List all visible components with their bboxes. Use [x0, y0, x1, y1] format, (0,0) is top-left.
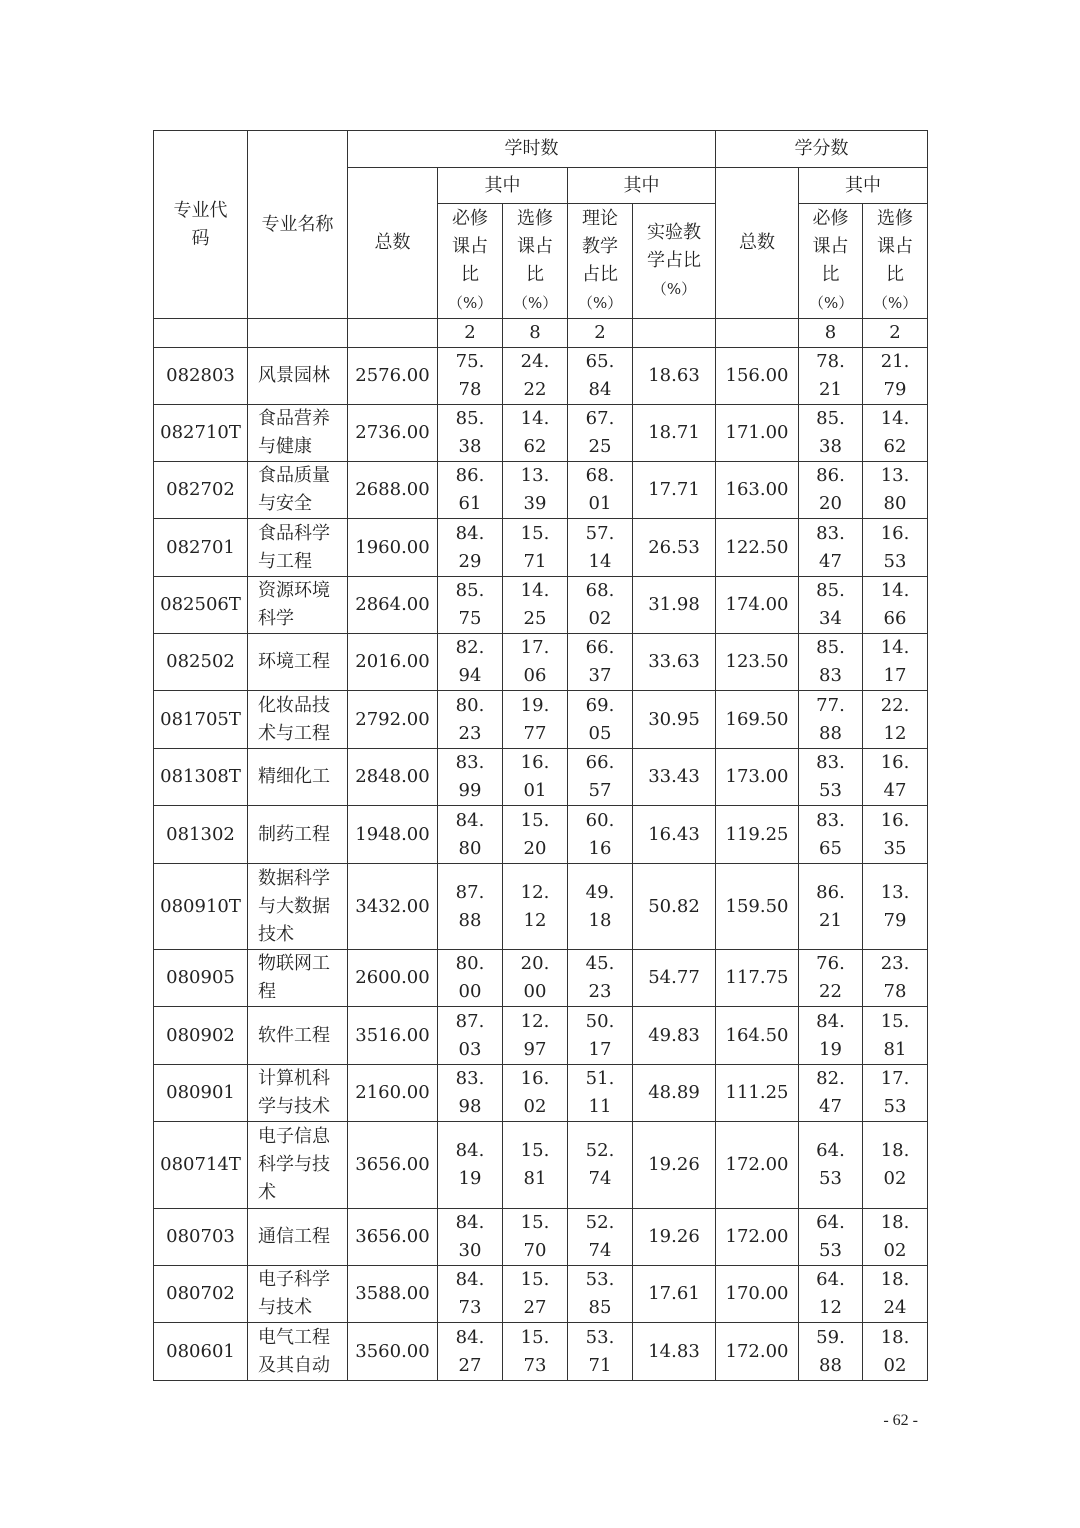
hours-required-cell: 84.19: [438, 1122, 503, 1209]
hours-elective-cell: 15.73: [503, 1323, 568, 1381]
table-row: [154, 864, 928, 950]
code-cell: 080910T: [154, 864, 248, 950]
name-cell: 电子信息科学与技术: [248, 1122, 348, 1209]
hours-elective-cell: 15.70: [503, 1209, 568, 1266]
hours-required-cell: 83.99: [438, 749, 503, 806]
header-hours-required-ratio: 必修课占比 （%）: [438, 204, 503, 319]
theory-ratio-cell: 65.84: [568, 348, 633, 405]
hours-required-cell: 87.88: [438, 864, 503, 950]
credits-total-cell: 171.00: [716, 405, 799, 462]
credits-total-cell: 174.00: [716, 577, 799, 634]
table-row: [154, 1122, 928, 1209]
table-row: [154, 519, 928, 577]
hours-required-cell: 83.98: [438, 1065, 503, 1122]
credits-required-cell: 64.53: [799, 1209, 863, 1266]
table-row: [154, 462, 928, 519]
theory-ratio-cell: 57.14: [568, 519, 633, 577]
credits-elective-cell: 23.78: [863, 950, 928, 1007]
code-cell: 082502: [154, 634, 248, 691]
hours-total-cell: 3656.00: [348, 1122, 438, 1209]
hours-total-cell: 3432.00: [348, 864, 438, 950]
hours-required-cell: 84.30: [438, 1209, 503, 1266]
code-cell: 080901: [154, 1065, 248, 1122]
theory-ratio-cell: 60.16: [568, 806, 633, 864]
hours-elective-cell: 12.12: [503, 864, 568, 950]
header-credits-of-which: 其中: [799, 168, 928, 204]
credits-total-cell: 172.00: [716, 1323, 799, 1381]
lab-ratio-cell: 48.89: [633, 1065, 716, 1122]
credits-total-cell: 170.00: [716, 1266, 799, 1323]
header-hours-of-which-1: 其中: [438, 168, 568, 204]
theory-ratio-cell: 50.17: [568, 1007, 633, 1065]
hours-elective-cell: 12.97: [503, 1007, 568, 1065]
name-cell: 计算机科学与技术: [248, 1065, 348, 1122]
code-cell: 081302: [154, 806, 248, 864]
theory-ratio-cell: 68.02: [568, 577, 633, 634]
name-cell: 物联网工程: [248, 950, 348, 1007]
hours-total-cell: 2736.00: [348, 405, 438, 462]
overflow-digit-cell: 2: [438, 319, 503, 348]
overflow-digit-cell: [248, 319, 348, 348]
hours-required-cell: 75.78: [438, 348, 503, 405]
hours-elective-cell: 19.77: [503, 691, 568, 749]
credits-total-cell: 117.75: [716, 950, 799, 1007]
credits-required-cell: 86.20: [799, 462, 863, 519]
lab-ratio-cell: 14.83: [633, 1323, 716, 1381]
hours-total-cell: 3516.00: [348, 1007, 438, 1065]
credits-required-cell: 84.19: [799, 1007, 863, 1065]
hours-total-cell: 3656.00: [348, 1209, 438, 1266]
hours-elective-cell: 15.71: [503, 519, 568, 577]
credits-required-cell: 85.83: [799, 634, 863, 691]
name-cell: 化妆品技术与工程: [248, 691, 348, 749]
lab-ratio-cell: 31.98: [633, 577, 716, 634]
credits-required-cell: 83.53: [799, 749, 863, 806]
lab-ratio-cell: 50.82: [633, 864, 716, 950]
table-row: [154, 1209, 928, 1266]
credits-elective-cell: 16.35: [863, 806, 928, 864]
header-name: 专业名称: [248, 131, 348, 319]
table-row: [154, 1266, 928, 1323]
theory-ratio-cell: 53.71: [568, 1323, 633, 1381]
theory-ratio-cell: 49.18: [568, 864, 633, 950]
table-row: [154, 1065, 928, 1122]
lab-ratio-cell: 26.53: [633, 519, 716, 577]
hours-required-cell: 84.27: [438, 1323, 503, 1381]
credits-elective-cell: 21.79: [863, 348, 928, 405]
hours-elective-cell: 15.81: [503, 1122, 568, 1209]
name-cell: 食品营养与健康: [248, 405, 348, 462]
credits-required-cell: 78.21: [799, 348, 863, 405]
lab-ratio-cell: 17.61: [633, 1266, 716, 1323]
theory-ratio-cell: 51.11: [568, 1065, 633, 1122]
header-credits-total: 总数: [716, 168, 799, 319]
hours-required-cell: 87.03: [438, 1007, 503, 1065]
hours-total-cell: 1960.00: [348, 519, 438, 577]
credits-elective-cell: 13.79: [863, 864, 928, 950]
credits-required-cell: 64.12: [799, 1266, 863, 1323]
page-number: - 62 -: [883, 1412, 918, 1429]
overflow-digit-cell: 8: [799, 319, 863, 348]
credits-required-cell: 77.88: [799, 691, 863, 749]
table-row: [154, 691, 928, 749]
header-credits-required-ratio: 必修课占比 （%）: [799, 204, 863, 319]
table-row: [154, 950, 928, 1007]
code-cell: 080703: [154, 1209, 248, 1266]
credits-elective-cell: 15.81: [863, 1007, 928, 1065]
name-cell: 电子科学与技术: [248, 1266, 348, 1323]
table-row: [154, 577, 928, 634]
hours-elective-cell: 15.20: [503, 806, 568, 864]
credits-total-cell: 173.00: [716, 749, 799, 806]
credits-required-cell: 64.53: [799, 1122, 863, 1209]
name-cell: 数据科学与大数据技术: [248, 864, 348, 950]
theory-ratio-cell: 67.25: [568, 405, 633, 462]
overflow-digit-cell: [348, 319, 438, 348]
lab-ratio-cell: 54.77: [633, 950, 716, 1007]
credits-elective-cell: 18.24: [863, 1266, 928, 1323]
name-cell: 电气工程及其自动: [248, 1323, 348, 1381]
lab-ratio-cell: 30.95: [633, 691, 716, 749]
hours-elective-cell: 16.02: [503, 1065, 568, 1122]
credits-elective-cell: 14.66: [863, 577, 928, 634]
code-cell: 082506T: [154, 577, 248, 634]
name-cell: 制药工程: [248, 806, 348, 864]
credits-total-cell: 111.25: [716, 1065, 799, 1122]
credits-elective-cell: 13.80: [863, 462, 928, 519]
code-cell: 082702: [154, 462, 248, 519]
hours-required-cell: 84.80: [438, 806, 503, 864]
header-code: 专业代码: [154, 131, 248, 319]
credits-total-cell: 172.00: [716, 1209, 799, 1266]
hours-elective-cell: 13.39: [503, 462, 568, 519]
hours-required-cell: 84.29: [438, 519, 503, 577]
credits-total-cell: 156.00: [716, 348, 799, 405]
lab-ratio-cell: 17.71: [633, 462, 716, 519]
credits-required-cell: 86.21: [799, 864, 863, 950]
table-row: [154, 806, 928, 864]
table-row: [154, 1007, 928, 1065]
credits-total-cell: 169.50: [716, 691, 799, 749]
hours-total-cell: 2688.00: [348, 462, 438, 519]
lab-ratio-cell: 19.26: [633, 1122, 716, 1209]
credits-elective-cell: 18.02: [863, 1209, 928, 1266]
credits-required-cell: 83.47: [799, 519, 863, 577]
code-cell: 080702: [154, 1266, 248, 1323]
table-row: [154, 1323, 928, 1381]
lab-ratio-cell: 16.43: [633, 806, 716, 864]
code-cell: 080601: [154, 1323, 248, 1381]
code-cell: 080902: [154, 1007, 248, 1065]
credits-total-cell: 172.00: [716, 1122, 799, 1209]
theory-ratio-cell: 52.74: [568, 1209, 633, 1266]
hours-total-cell: 2792.00: [348, 691, 438, 749]
code-cell: 080905: [154, 950, 248, 1007]
hours-required-cell: 80.00: [438, 950, 503, 1007]
hours-required-cell: 85.38: [438, 405, 503, 462]
lab-ratio-cell: 19.26: [633, 1209, 716, 1266]
credits-required-cell: 76.22: [799, 950, 863, 1007]
lab-ratio-cell: 49.83: [633, 1007, 716, 1065]
theory-ratio-cell: 52.74: [568, 1122, 633, 1209]
hours-required-cell: 80.23: [438, 691, 503, 749]
curriculum-table: [153, 130, 928, 1381]
hours-total-cell: 2600.00: [348, 950, 438, 1007]
hours-required-cell: 86.61: [438, 462, 503, 519]
hours-elective-cell: 14.25: [503, 577, 568, 634]
hours-required-cell: 84.73: [438, 1266, 503, 1323]
hours-elective-cell: 24.22: [503, 348, 568, 405]
theory-ratio-cell: 68.01: [568, 462, 633, 519]
hours-total-cell: 2160.00: [348, 1065, 438, 1122]
hours-total-cell: 2848.00: [348, 749, 438, 806]
credits-required-cell: 83.65: [799, 806, 863, 864]
credits-required-cell: 59.88: [799, 1323, 863, 1381]
hours-total-cell: 2016.00: [348, 634, 438, 691]
hours-required-cell: 82.94: [438, 634, 503, 691]
header-hours-group: 学时数: [348, 131, 716, 168]
name-cell: 风景园林: [248, 348, 348, 405]
hours-elective-cell: 17.06: [503, 634, 568, 691]
table-row: [154, 634, 928, 691]
theory-ratio-cell: 69.05: [568, 691, 633, 749]
name-cell: 精细化工: [248, 749, 348, 806]
credits-total-cell: 122.50: [716, 519, 799, 577]
code-cell: 082803: [154, 348, 248, 405]
name-cell: 环境工程: [248, 634, 348, 691]
lab-ratio-cell: 33.63: [633, 634, 716, 691]
hours-elective-cell: 16.01: [503, 749, 568, 806]
hours-total-cell: 2864.00: [348, 577, 438, 634]
name-cell: 通信工程: [248, 1209, 348, 1266]
code-cell: 080714T: [154, 1122, 248, 1209]
code-cell: 082701: [154, 519, 248, 577]
hours-elective-cell: 15.27: [503, 1266, 568, 1323]
table-body: [154, 348, 928, 1381]
overflow-digit-row: [154, 319, 928, 348]
credits-elective-cell: 14.62: [863, 405, 928, 462]
header-hours-total: 总数: [348, 168, 438, 319]
header-hours-elective-ratio: 选修课占比 （%）: [503, 204, 568, 319]
credits-elective-cell: 17.53: [863, 1065, 928, 1122]
table-row: [154, 405, 928, 462]
overflow-digit-cell: [716, 319, 799, 348]
theory-ratio-cell: 66.57: [568, 749, 633, 806]
hours-total-cell: 3588.00: [348, 1266, 438, 1323]
overflow-digit-cell: 2: [568, 319, 633, 348]
credits-total-cell: 163.00: [716, 462, 799, 519]
hours-elective-cell: 20.00: [503, 950, 568, 1007]
credits-elective-cell: 14.17: [863, 634, 928, 691]
hours-total-cell: 1948.00: [348, 806, 438, 864]
code-cell: 082710T: [154, 405, 248, 462]
name-cell: 食品科学与工程: [248, 519, 348, 577]
header-hours-of-which-2: 其中: [568, 168, 716, 204]
credits-total-cell: 164.50: [716, 1007, 799, 1065]
credits-total-cell: 159.50: [716, 864, 799, 950]
overflow-digit-cell: 8: [503, 319, 568, 348]
credits-elective-cell: 16.53: [863, 519, 928, 577]
hours-required-cell: 85.75: [438, 577, 503, 634]
header-credits-group: 学分数: [716, 131, 928, 168]
overflow-digit-cell: 2: [863, 319, 928, 348]
hours-elective-cell: 14.62: [503, 405, 568, 462]
credits-elective-cell: 18.02: [863, 1122, 928, 1209]
code-cell: 081705T: [154, 691, 248, 749]
credits-required-cell: 85.34: [799, 577, 863, 634]
curriculum-table-container: [153, 130, 927, 1381]
theory-ratio-cell: 66.37: [568, 634, 633, 691]
credits-required-cell: 85.38: [799, 405, 863, 462]
name-cell: 资源环境科学: [248, 577, 348, 634]
credits-elective-cell: 22.12: [863, 691, 928, 749]
code-cell: 081308T: [154, 749, 248, 806]
lab-ratio-cell: 18.63: [633, 348, 716, 405]
lab-ratio-cell: 33.43: [633, 749, 716, 806]
table-row: [154, 348, 928, 405]
header-lab-ratio: 实验教学占比 （%）: [633, 204, 716, 319]
overflow-digit-cell: [154, 319, 248, 348]
credits-elective-cell: 18.02: [863, 1323, 928, 1381]
header-theory-ratio: 理论教学占比 （%）: [568, 204, 633, 319]
table-row: [154, 749, 928, 806]
theory-ratio-cell: 53.85: [568, 1266, 633, 1323]
hours-total-cell: 3560.00: [348, 1323, 438, 1381]
name-cell: 食品质量与安全: [248, 462, 348, 519]
lab-ratio-cell: 18.71: [633, 405, 716, 462]
credits-total-cell: 119.25: [716, 806, 799, 864]
overflow-digit-cell: [633, 319, 716, 348]
credits-total-cell: 123.50: [716, 634, 799, 691]
hours-total-cell: 2576.00: [348, 348, 438, 405]
header-credits-elective-ratio: 选修课占比 （%）: [863, 204, 928, 319]
credits-elective-cell: 16.47: [863, 749, 928, 806]
theory-ratio-cell: 45.23: [568, 950, 633, 1007]
credits-required-cell: 82.47: [799, 1065, 863, 1122]
name-cell: 软件工程: [248, 1007, 348, 1065]
